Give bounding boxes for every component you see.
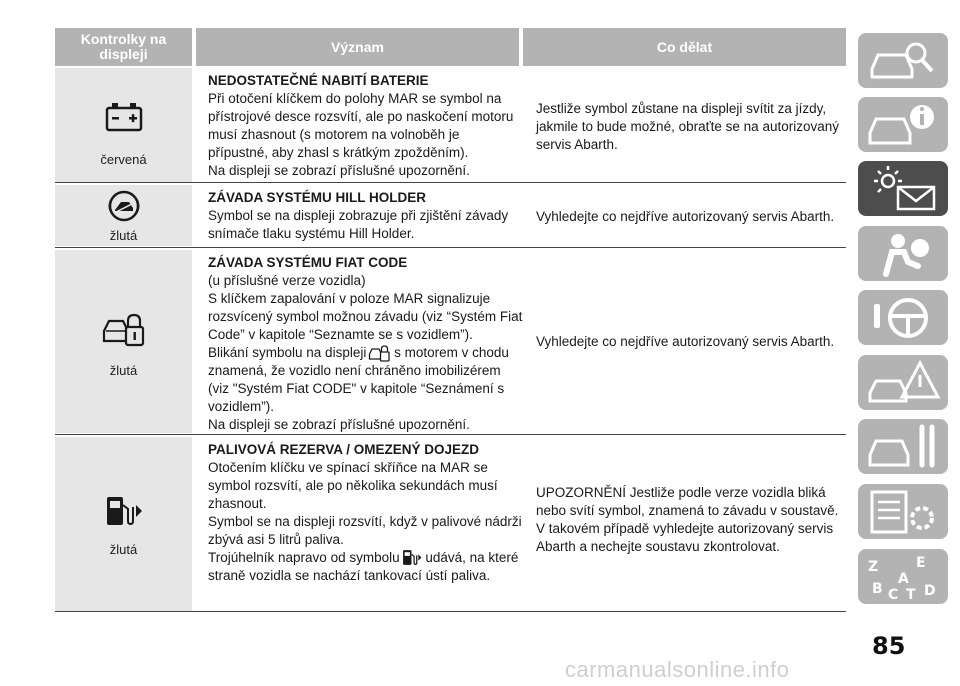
row-body: Při otočení klíčkem do polohy MAR se symbol na přístrojové desce rozsvítí, ale po naskočení motoru musí zhasnout (s motorem na volnoběh je přípustné, aby zhasl s krátkým zpožděním). Na displeji se zobrazí příslušné upozornění. <box>208 91 514 178</box>
row-body: Symbol se na displeji zobrazuje při zjištění závady snímače tlaku systému Hill Holder. <box>208 208 509 241</box>
row-1-icon-cell <box>55 68 192 182</box>
row-body-part-2: udává, na které straně vozidla se nachází tankovací ústí paliva. <box>208 550 519 584</box>
color-label: žlutá <box>109 228 138 243</box>
car-tools-icon[interactable] <box>858 419 948 474</box>
row-divider <box>55 182 846 183</box>
row-4-action: UPOZORNĚNÍ Jestliže podle verze vozidla bliká nebo svítí symbol, znamená to závadu v soustavě. V takovém případě vyhledejte autorizovaný servis Abarth a nechejte soustavu zkontrolovat. <box>536 485 839 554</box>
row-3-meaning <box>208 254 523 434</box>
row-body-part-1: (u příslušné verze vozidla) S klíčkem zapalování v poloze MAR signalizuje rozsvícený symbol možnou závadu (viz “Systém Fiat Code” v kapitole “Seznamte se s vozidlem”). Blikání symbolu na displeji <box>208 273 523 360</box>
svg-text:Z: Z <box>868 559 879 575</box>
row-4-icon-cell <box>55 437 192 611</box>
svg-text:D: D <box>924 583 936 599</box>
row-2-action: Vyhledejte co nejdříve autorizovaný servis Abarth. <box>536 209 835 224</box>
svg-text:E: E <box>916 555 926 571</box>
row-3-icon-cell <box>55 250 192 433</box>
airbag-person-icon[interactable] <box>858 226 948 281</box>
row-4-meaning <box>208 441 523 585</box>
car-search-icon[interactable] <box>858 33 948 88</box>
header-what-to-do: Co dělat <box>523 28 846 66</box>
svg-text:T: T <box>906 587 916 603</box>
warning-lights-icon[interactable] <box>858 161 948 216</box>
fuel-reserve-inline-icon <box>402 549 422 567</box>
row-2-icon-cell <box>55 185 192 246</box>
header-meaning: Význam <box>196 28 519 66</box>
car-warning-icon[interactable] <box>858 355 948 410</box>
watermark: carmanualsonline.info <box>565 657 790 682</box>
steering-wheel-icon[interactable] <box>858 290 948 345</box>
battery-icon <box>105 102 143 132</box>
row-title: ZÁVADA SYSTÉMU HILL HOLDER <box>208 190 427 205</box>
page-number: 85 <box>872 632 906 660</box>
row-title: NEDOSTATEČNÉ NABITÍ BATERIE <box>208 73 429 88</box>
fiat-code-inline-icon <box>368 345 390 362</box>
row-divider <box>55 247 846 248</box>
row-divider <box>55 611 846 612</box>
header-warning-lights: Kontrolky na displeji <box>55 28 192 66</box>
hill-holder-icon <box>107 190 141 222</box>
row-title: PALIVOVÁ REZERVA / OMEZENÝ DOJEZD <box>208 442 480 457</box>
car-info-icon[interactable] <box>858 97 948 152</box>
svg-text:B: B <box>872 581 883 597</box>
row-body-part-2: s motorem v chodu znamená, že vozidlo není chráněno imobilizérem (viz "Systém Fiat CODE" v kapitole “Seznámení s vozidlem”). Na displeji se zobrazí příslušné upozornění. <box>208 345 509 432</box>
row-title: ZÁVADA SYSTÉMU FIAT CODE <box>208 255 408 270</box>
color-label: žlutá <box>109 363 138 378</box>
row-divider <box>55 434 846 435</box>
color-label: červená <box>100 152 147 167</box>
svg-text:A: A <box>898 571 909 587</box>
row-2-meaning <box>208 189 523 243</box>
color-label: žlutá <box>109 542 138 557</box>
fiat-code-icon <box>101 313 145 347</box>
row-1-meaning <box>208 72 523 180</box>
row-3-action: Vyhledejte co nejdříve autorizovaný servis Abarth. <box>536 334 835 349</box>
document-settings-icon[interactable] <box>858 484 948 539</box>
row-body-part-1: Otočením klíčku ve spínací skříňce na MAR se symbol rozsvítí, ale po několika sekundách musí zhasnout. Symbol se na displeji rozsvítí, když v palivové nádrži zbývá asi 5 litrů paliva. Trojúhelník napravo od symbolu <box>208 460 522 565</box>
fuel-reserve-icon <box>105 495 143 529</box>
alphabet-index-icon[interactable] <box>858 549 948 604</box>
svg-text:C: C <box>888 587 899 603</box>
row-1-action: Jestliže symbol zůstane na displeji svítit za jízdy, jakmile to bude možné, obraťte se na autorizovaný servis Abarth. <box>536 101 839 152</box>
